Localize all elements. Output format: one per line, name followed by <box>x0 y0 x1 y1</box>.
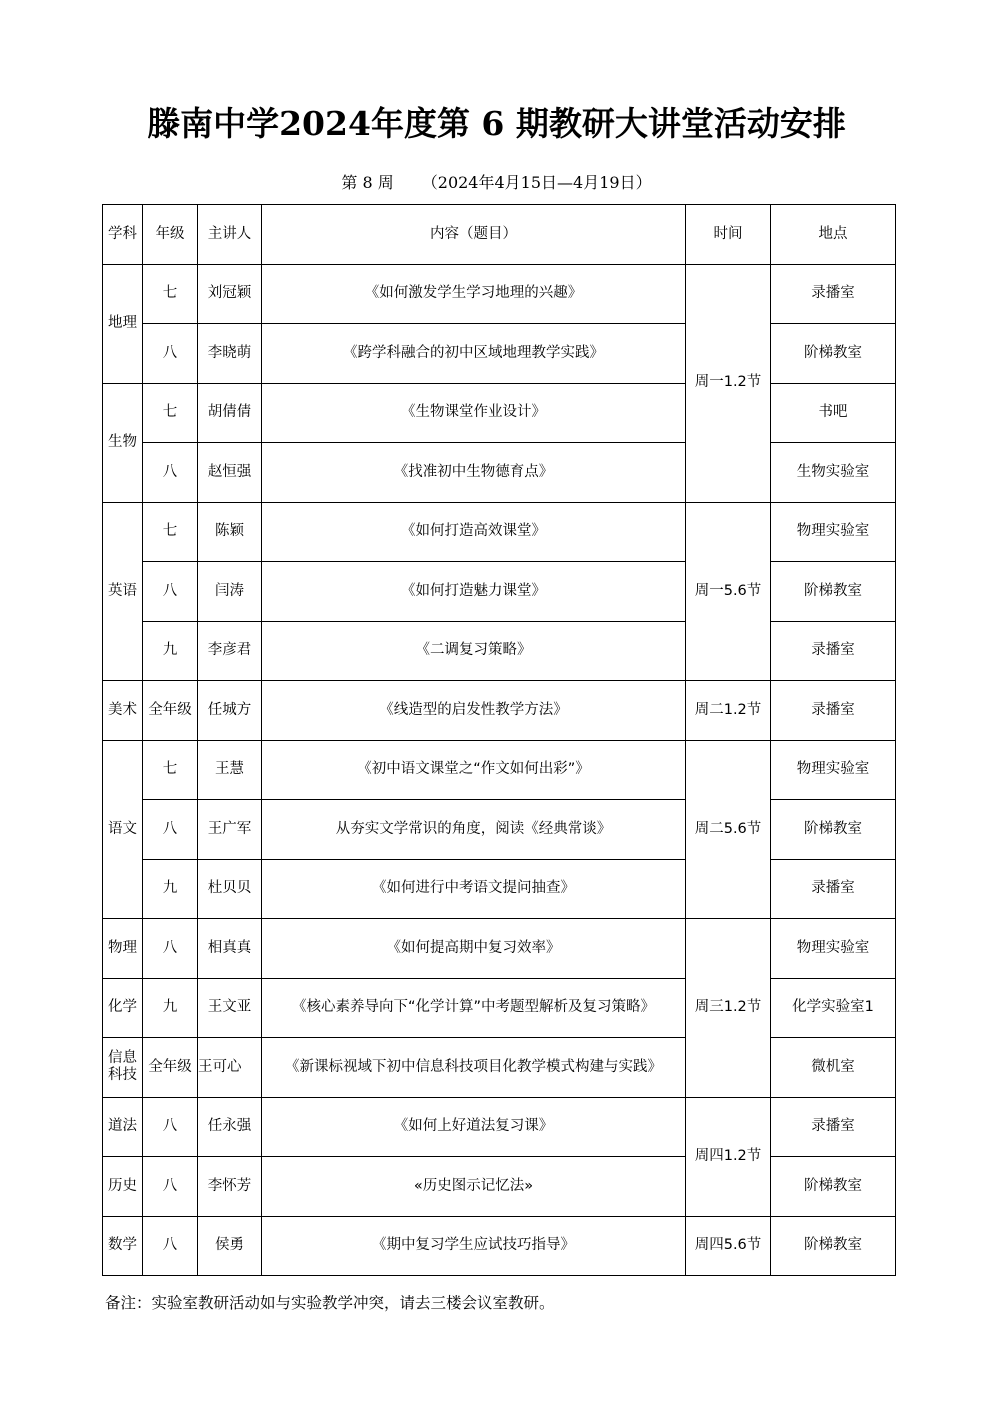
speaker-cell: 杜贝贝 <box>198 859 262 919</box>
speaker-cell: 胡倩倩 <box>198 383 262 443</box>
table-row <box>103 1157 896 1217</box>
topic-cell: 《如何打造高效课堂》 <box>262 502 686 562</box>
header-location: 地点 <box>771 205 896 265</box>
location-cell: 录播室 <box>771 1097 896 1157</box>
table-row <box>103 562 896 622</box>
grade-cell: 七 <box>143 264 198 324</box>
grade-cell: 七 <box>143 502 198 562</box>
table-row <box>103 621 896 681</box>
topic-cell: 《如何打造魅力课堂》 <box>262 562 686 622</box>
grade-cell: 八 <box>143 1157 198 1217</box>
grade-cell: 八 <box>143 919 198 979</box>
topic-cell: 《线造型的启发性教学方法》 <box>262 681 686 741</box>
speaker-cell: 刘冠颖 <box>198 264 262 324</box>
time-cell: 周二5.6节 <box>686 740 771 919</box>
speaker-cell: 闫涛 <box>198 562 262 622</box>
topic-cell: 《新课标视域下初中信息科技项目化教学模式构建与实践》 <box>262 1038 686 1098</box>
schedule-table <box>102 204 896 1276</box>
speaker-cell: 侯勇 <box>198 1216 262 1276</box>
subject-cell: 物理 <box>103 919 143 979</box>
subject-cell: 美术 <box>103 681 143 741</box>
location-cell: 阶梯教室 <box>771 1216 896 1276</box>
topic-cell: 《如何上好道法复习课》 <box>262 1097 686 1157</box>
table-row <box>103 502 896 562</box>
table-row <box>103 978 896 1038</box>
subject-cell: 地理 <box>103 264 143 383</box>
location-cell: 录播室 <box>771 859 896 919</box>
grade-cell: 八 <box>143 562 198 622</box>
document-subtitle <box>0 170 993 193</box>
table-row <box>103 264 896 324</box>
table-row <box>103 1097 896 1157</box>
speaker-cell: 李怀芳 <box>198 1157 262 1217</box>
topic-cell: 《找准初中生物德育点》 <box>262 443 686 503</box>
date-range: （2024年4月15日—4月19日） <box>421 173 652 192</box>
speaker-cell: 王慧 <box>198 740 262 800</box>
subject-cell: 历史 <box>103 1157 143 1217</box>
topic-cell: 《如何进行中考语文提问抽查》 <box>262 859 686 919</box>
subject-line: 科技 <box>108 1067 137 1084</box>
location-cell: 物理实验室 <box>771 919 896 979</box>
speaker-cell: 任城方 <box>198 681 262 741</box>
subject-line: 信息 <box>108 1049 137 1066</box>
location-cell: 物理实验室 <box>771 502 896 562</box>
topic-cell: 从夯实文学常识的角度，阅读《经典常谈》 <box>262 800 686 860</box>
topic-cell: 《二调复习策略》 <box>262 621 686 681</box>
topic-cell: 《如何提高期中复习效率》 <box>262 919 686 979</box>
grade-cell: 九 <box>143 621 198 681</box>
location-cell: 阶梯教室 <box>771 800 896 860</box>
grade-cell: 九 <box>143 978 198 1038</box>
table-row <box>103 800 896 860</box>
location-cell: 录播室 <box>771 621 896 681</box>
table-row <box>103 1038 896 1098</box>
topic-cell: 《生物课堂作业设计》 <box>262 383 686 443</box>
week-label: 第 8 周 <box>341 173 394 192</box>
subject-cell: 英语 <box>103 502 143 681</box>
speaker-cell: 陈颖 <box>198 502 262 562</box>
grade-cell: 全年级 <box>143 1038 198 1098</box>
subject-cell: 化学 <box>103 978 143 1038</box>
location-cell: 录播室 <box>771 264 896 324</box>
topic-cell: 《核心素养导向下“化学计算”中考题型解析及复习策略》 <box>262 978 686 1038</box>
header-subject: 学科 <box>103 205 143 265</box>
time-cell: 周一5.6节 <box>686 502 771 681</box>
grade-cell: 七 <box>143 740 198 800</box>
location-cell: 阶梯教室 <box>771 562 896 622</box>
header-time: 时间 <box>686 205 771 265</box>
table-row <box>103 919 896 979</box>
location-cell: 书吧 <box>771 383 896 443</box>
time-cell: 周四1.2节 <box>686 1097 771 1216</box>
grade-cell: 八 <box>143 1097 198 1157</box>
topic-cell: 《如何激发学生学习地理的兴趣》 <box>262 264 686 324</box>
topic-cell: «历史图示记忆法» <box>262 1157 686 1217</box>
table-row <box>103 1216 896 1276</box>
footnote: 备注：实验室教研活动如与实验教学冲突，请去三楼会议室教研。 <box>105 1294 555 1312</box>
grade-cell: 八 <box>143 324 198 384</box>
location-cell: 微机室 <box>771 1038 896 1098</box>
location-cell: 生物实验室 <box>771 443 896 503</box>
speaker-cell: 相真真 <box>198 919 262 979</box>
time-cell: 周四5.6节 <box>686 1216 771 1276</box>
grade-cell: 七 <box>143 383 198 443</box>
topic-cell: 《初中语文课堂之“作文如何出彩”》 <box>262 740 686 800</box>
table-row <box>103 681 896 741</box>
document-title: 滕南中学2024年度第 6 期教研大讲堂活动安排 <box>147 104 846 143</box>
location-cell: 录播室 <box>771 681 896 741</box>
subject-cell: 道法 <box>103 1097 143 1157</box>
speaker-cell: 王文亚 <box>198 978 262 1038</box>
header-topic: 内容（题目） <box>262 205 686 265</box>
grade-cell: 八 <box>143 800 198 860</box>
location-cell: 物理实验室 <box>771 740 896 800</box>
speaker-cell: 王可心 <box>198 1038 262 1098</box>
grade-cell: 全年级 <box>143 681 198 741</box>
header-row <box>103 205 896 265</box>
table-row <box>103 324 896 384</box>
grade-cell: 八 <box>143 443 198 503</box>
table-row <box>103 443 896 503</box>
topic-cell: 《期中复习学生应试技巧指导》 <box>262 1216 686 1276</box>
subject-cell: 生物 <box>103 383 143 502</box>
location-cell: 阶梯教室 <box>771 324 896 384</box>
speaker-cell: 王广军 <box>198 800 262 860</box>
speaker-cell: 任永强 <box>198 1097 262 1157</box>
time-cell: 周三1.2节 <box>686 919 771 1098</box>
header-speaker: 主讲人 <box>198 205 262 265</box>
header-grade: 年级 <box>143 205 198 265</box>
grade-cell: 九 <box>143 859 198 919</box>
table-row <box>103 740 896 800</box>
time-cell: 周一1.2节 <box>686 264 771 502</box>
speaker-cell: 李晓萌 <box>198 324 262 384</box>
grade-cell: 八 <box>143 1216 198 1276</box>
table-row <box>103 859 896 919</box>
speaker-cell: 李彦君 <box>198 621 262 681</box>
topic-cell: 《跨学科融合的初中区域地理教学实践》 <box>262 324 686 384</box>
subject-cell: 语文 <box>103 740 143 919</box>
location-cell: 化学实验室1 <box>771 978 896 1038</box>
subject-cell <box>103 1038 143 1098</box>
speaker-cell: 赵恒强 <box>198 443 262 503</box>
location-cell: 阶梯教室 <box>771 1157 896 1217</box>
subject-cell: 数学 <box>103 1216 143 1276</box>
time-cell: 周二1.2节 <box>686 681 771 741</box>
table-row <box>103 383 896 443</box>
